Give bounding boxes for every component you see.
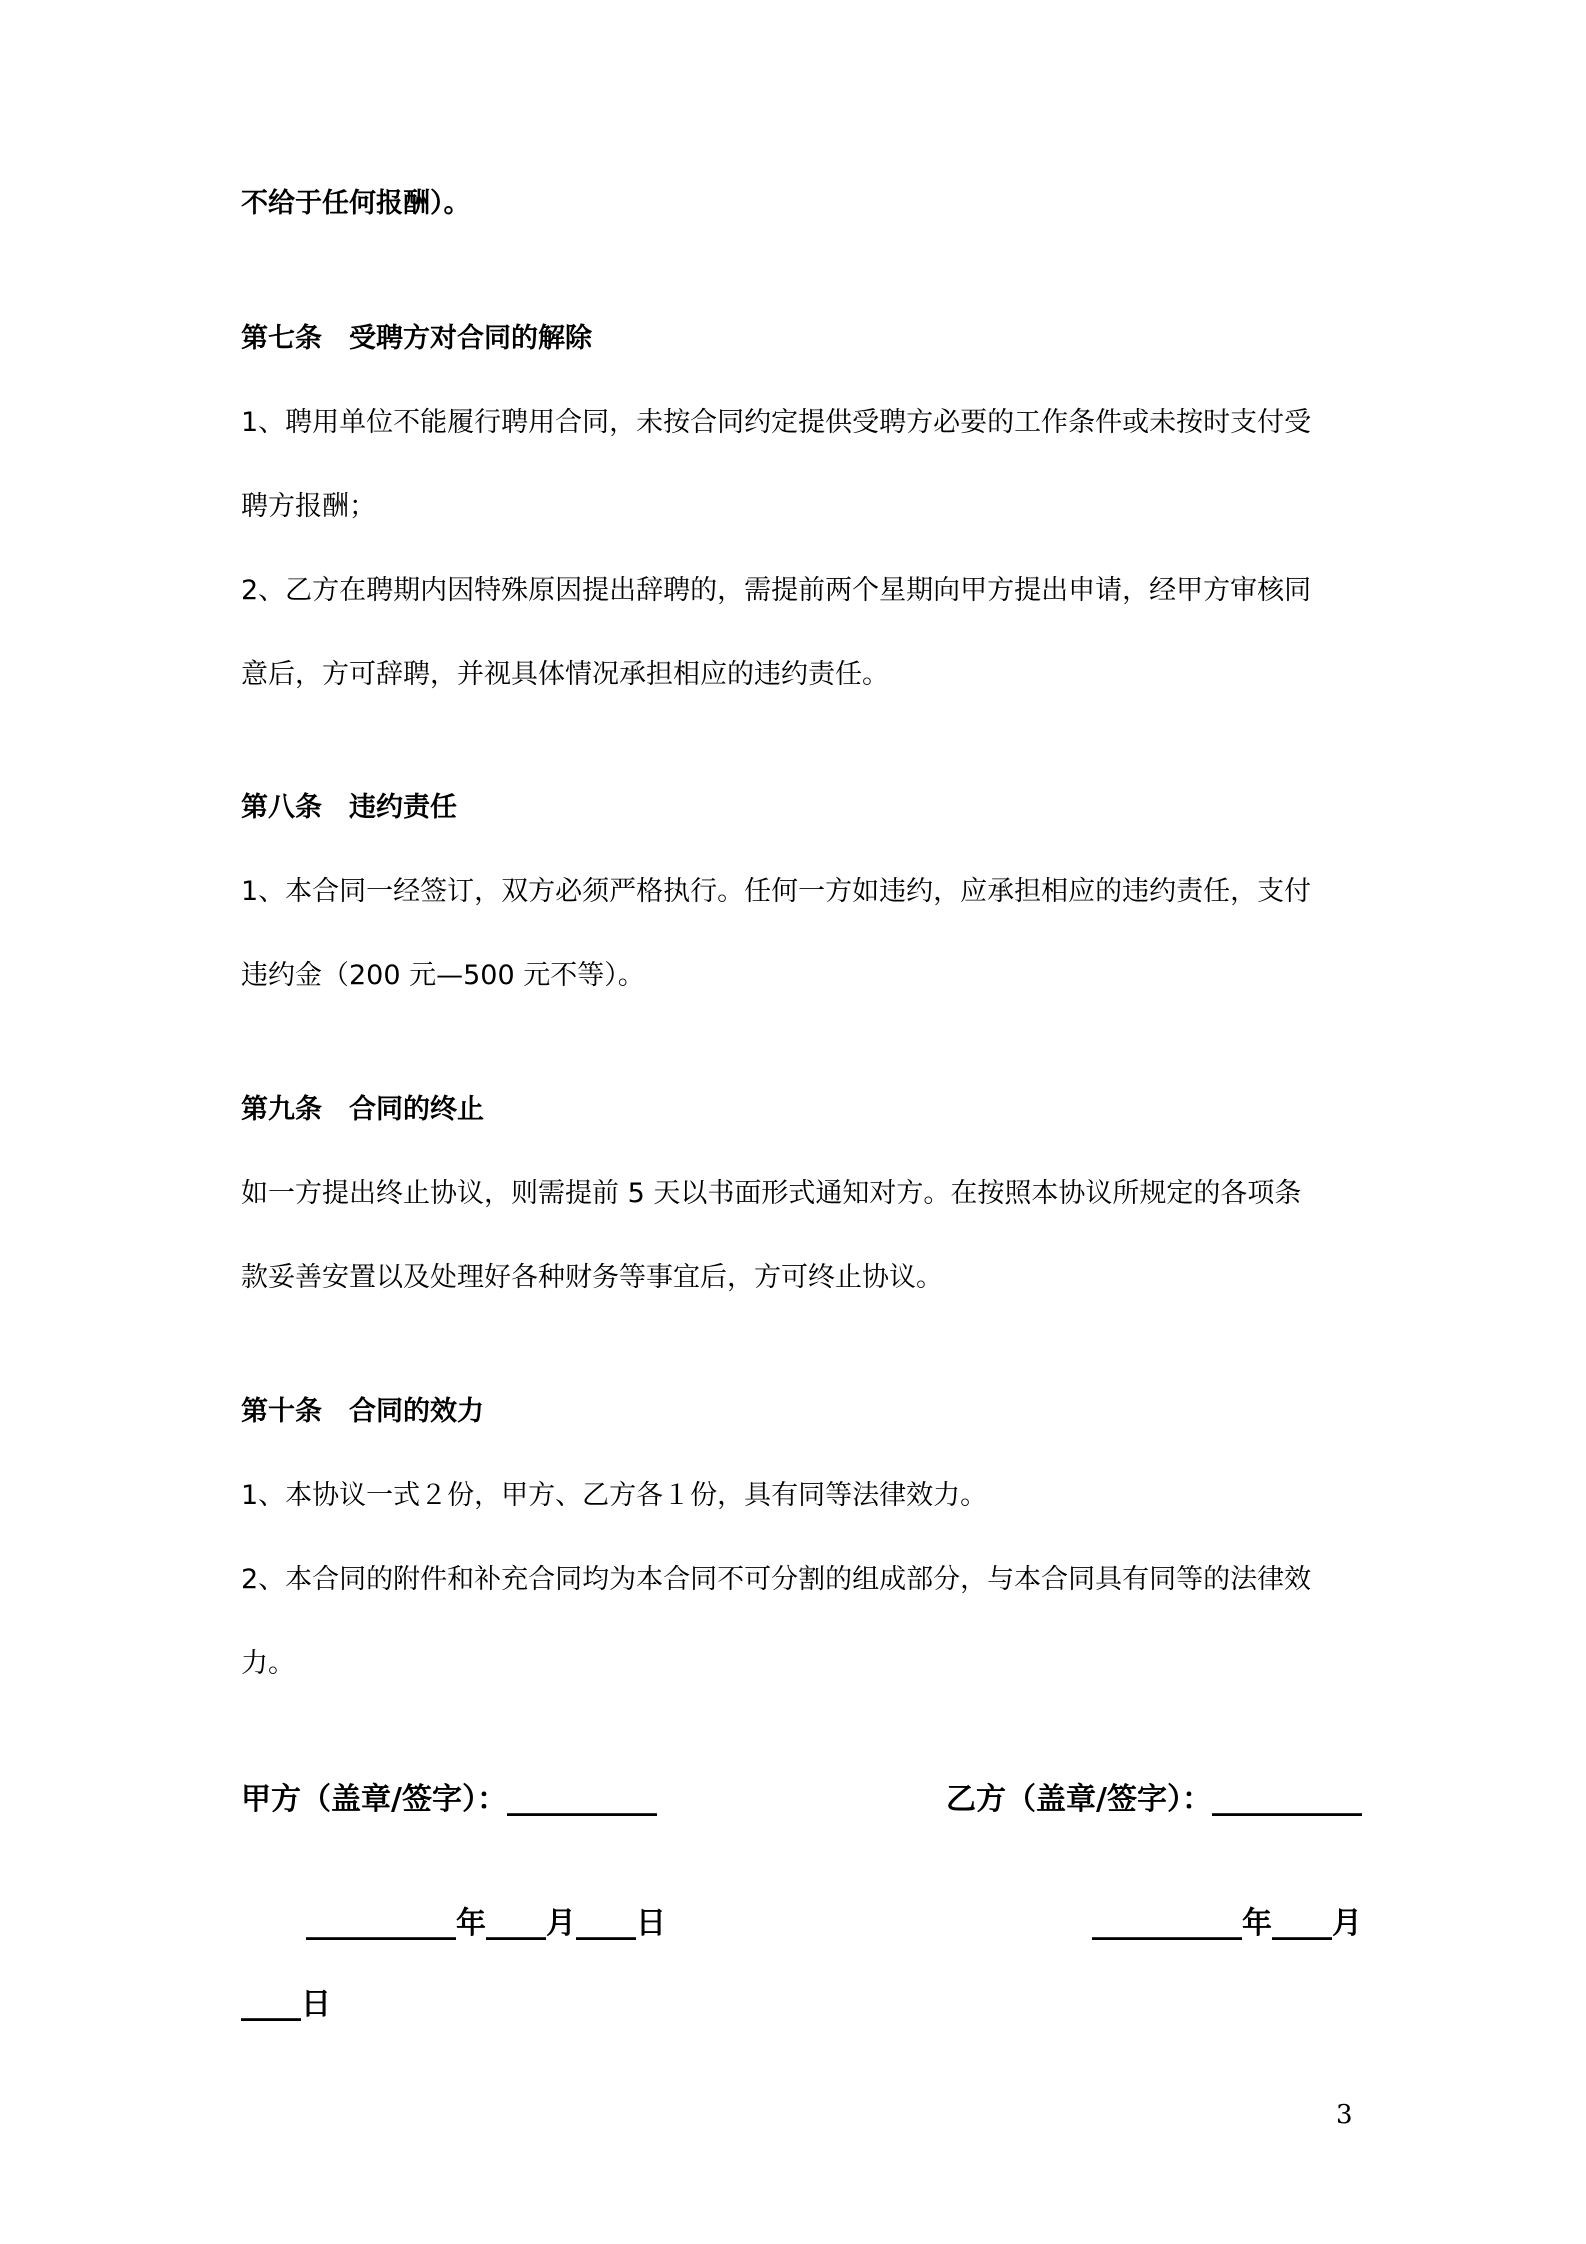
paragraph-line: 2、乙方在聘期内因特殊原因提出辞聘的，需提前两个星期向甲方提出申请，经甲方审核同 (241, 575, 1312, 606)
paragraph-line: 1、本协议一式２份，甲方、乙方各１份，具有同等法律效力。 (241, 1480, 988, 1511)
section-heading-article-9: 第九条 合同的终止 (241, 1094, 484, 1125)
paragraph-line: 不给于任何报酬）。 (241, 188, 471, 219)
paragraph-line: 1、聘用单位不能履行聘用合同，未按合同约定提供受聘方必要的工作条件或未按时支付受 (241, 407, 1312, 438)
paragraph-line: 款妥善安置以及处理好各种财务等事宜后，方可终止协议。 (241, 1262, 943, 1293)
paragraph-line: 2、本合同的附件和补充合同均为本合同不可分割的组成部分，与本合同具有同等的法律效 (241, 1564, 1312, 1595)
party-a-signature-line: 甲方（盖章/签字）：__________ (241, 1782, 657, 1817)
paragraph-line: 力。 (241, 1648, 295, 1679)
party-b-date-line: __________年____月 (1092, 1906, 1362, 1941)
party-a-date-line: __________年____月____日 (306, 1906, 666, 1941)
paragraph-line: 意后，方可辞聘，并视具体情况承担相应的违约责任。 (241, 659, 889, 690)
paragraph-line: 如一方提出终止协议，则需提前 5 天以书面形式通知对方。在按照本协议所规定的各项条 (241, 1178, 1302, 1209)
section-heading-article-8: 第八条 违约责任 (241, 792, 457, 823)
paragraph-line: 聘方报酬； (241, 491, 376, 522)
paragraph-line: 1、本合同一经签订，双方必须严格执行。任何一方如违约，应承担相应的违约责任，支付 (241, 876, 1312, 907)
section-heading-article-7: 第七条 受聘方对合同的解除 (241, 323, 592, 354)
page-number: 3 (1336, 2100, 1353, 2130)
section-heading-article-10: 第十条 合同的效力 (241, 1396, 484, 1427)
party-b-signature-line: 乙方（盖章/签字）：__________ (946, 1782, 1362, 1817)
party-b-date-line-continued: ____日 (241, 1987, 331, 2022)
paragraph-line: 违约金（200 元—500 元不等）。 (241, 960, 645, 991)
